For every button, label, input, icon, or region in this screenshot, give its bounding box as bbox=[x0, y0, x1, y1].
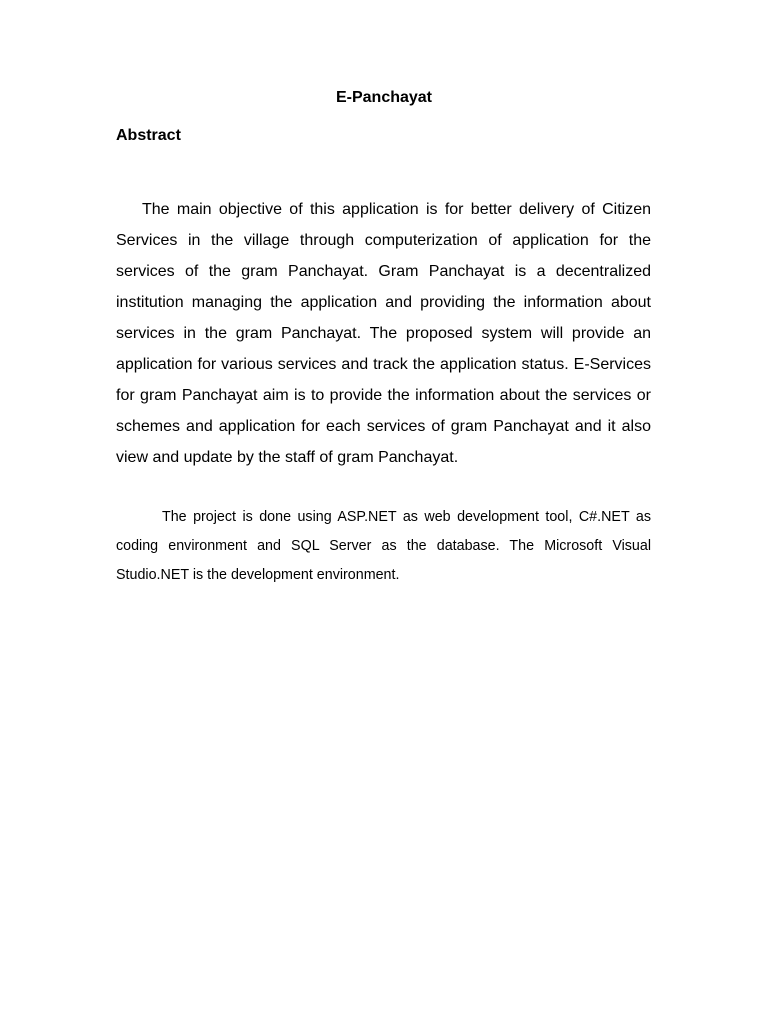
abstract-paragraph-2: The project is done using ASP.NET as web development tool, C#.NET as coding environment and SQL Server as the database. The Microsoft Visual Studio.NET is the development environment. bbox=[116, 509, 651, 583]
abstract-paragraph-1: The main objective of this application is for better delivery of Citizen Services in the village through computerization of application for the services of the gram Panchayat. Gram Panchayat is a decentralized institution managing the application and providing the information about services in the gram Panchayat. The proposed system will provide an application for various services and track the application status. E-Services for gram Panchayat aim is to provide the information about the services or schemes and application for each services of gram Panchayat and it also view and update by the staff of gram Panchayat. bbox=[116, 201, 651, 466]
section-heading-abstract: Abstract bbox=[116, 127, 181, 144]
document-title: E-Panchayat bbox=[335, 89, 433, 106]
